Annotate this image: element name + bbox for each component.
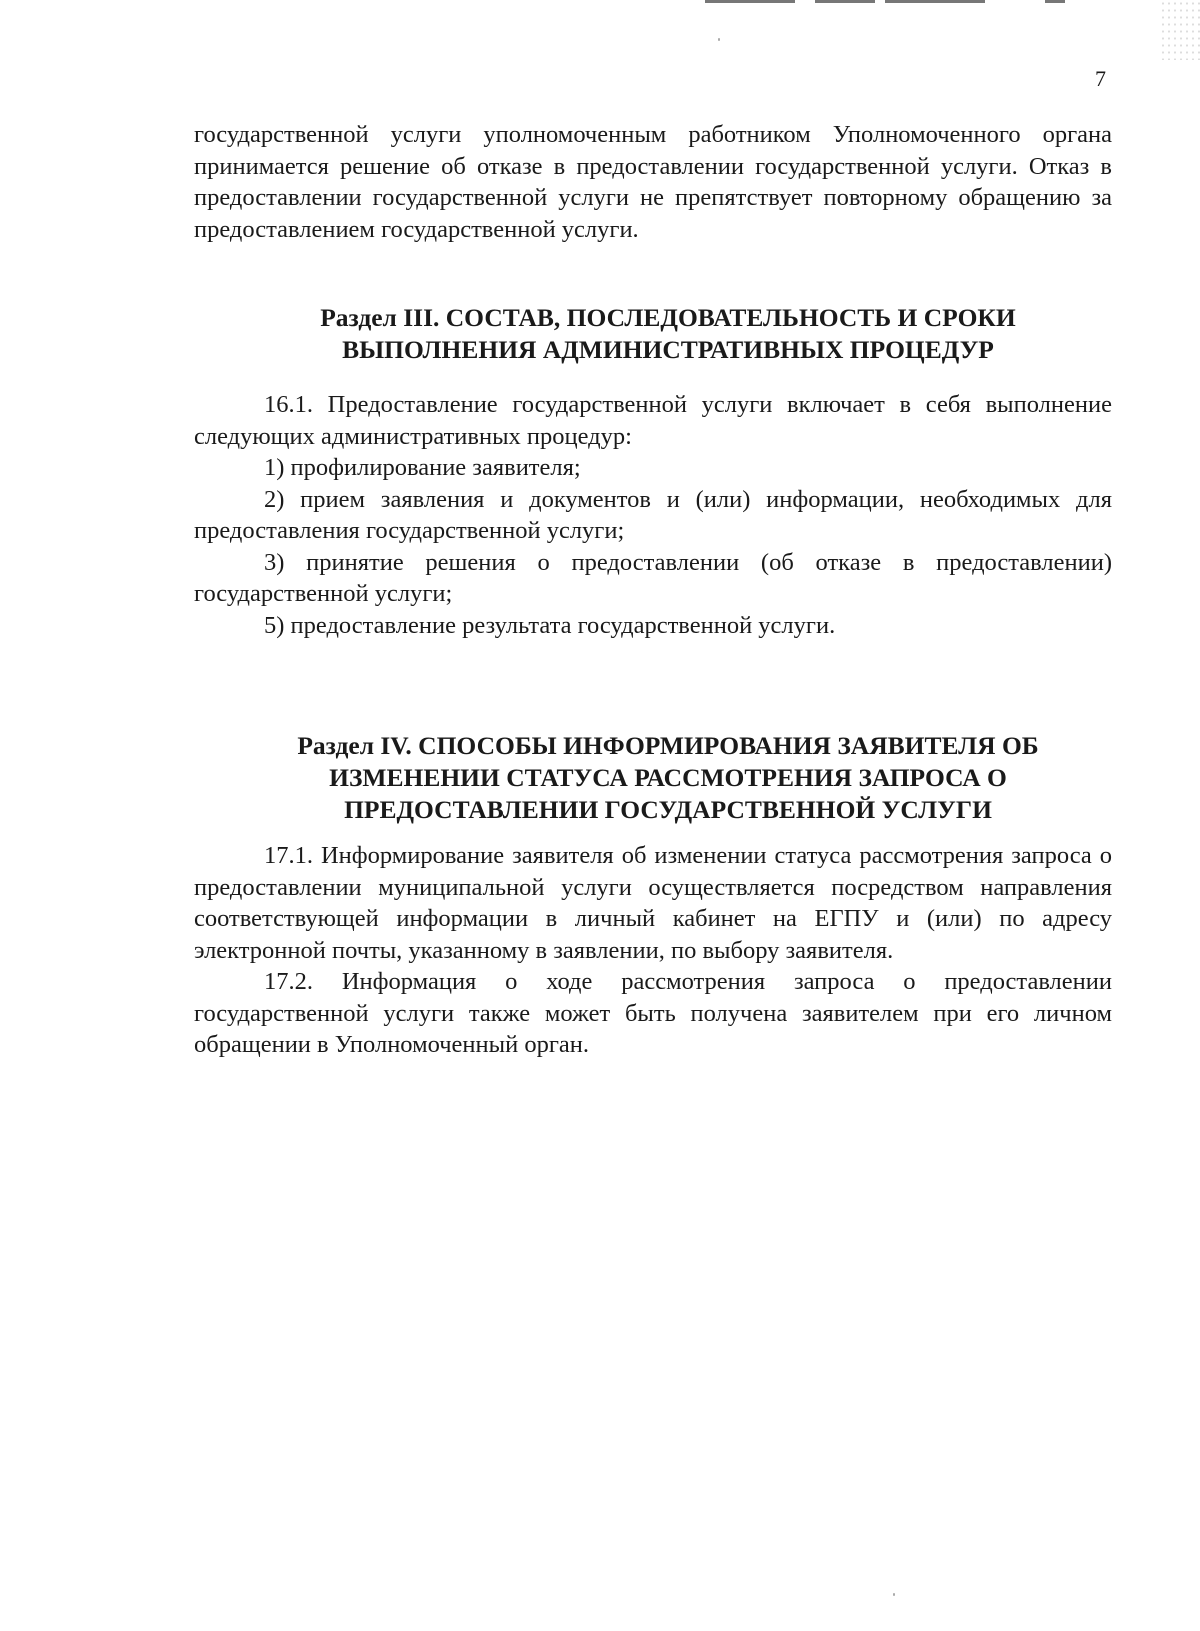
- scan-artifact-top: [815, 0, 875, 3]
- section-4-heading-line: Раздел IV. СПОСОБЫ ИНФОРМИРОВАНИЯ ЗАЯВИТЕЛЯ ОБ: [297, 731, 1039, 760]
- scan-artifact-top: [885, 0, 985, 3]
- scan-artifact-dots: [1160, 0, 1200, 60]
- section-3-heading-line: Раздел III. СОСТАВ, ПОСЛЕДОВАТЕЛЬНОСТЬ И СРОКИ: [320, 303, 1016, 332]
- scan-speck: [893, 1593, 895, 1596]
- scan-artifact-top: [705, 0, 795, 3]
- procedure-item: 5) предоставление результата государственной услуги.: [264, 611, 836, 639]
- paragraph-17-2: 17.2. Информация о ходе рассмотрения запроса о предоставлении государственной услуги также может быть получена заявителем при его личном обращении в Уполномоченный орган.: [194, 968, 1112, 1058]
- section-4-heading: [194, 730, 1112, 826]
- page-number: 7: [1095, 66, 1106, 91]
- section-4-heading-line: ПРЕДОСТАВЛЕНИИ ГОСУДАРСТВЕННОЙ УСЛУГИ: [344, 795, 992, 824]
- procedure-item: 2) прием заявления и документов и (или) информации, необходимых для предоставления государственной услуги;: [194, 485, 1112, 544]
- paragraph-16-1: 16.1. Предоставление государственной услуги включает в себя выполнение следующих административных процедур:: [194, 391, 1112, 450]
- scan-artifact-top: [1045, 0, 1065, 3]
- intro-paragraph: государственной услуги уполномоченным работником Уполномоченного органа принимается решение об отказе в предоставлении государственной услуги. Отказ в предоставлении государственной услуги не препятствует повторному обращению за предоставлением государственной услуги.: [194, 121, 1112, 243]
- section-3-heading: [194, 302, 1112, 366]
- scan-speck: [718, 38, 720, 41]
- procedure-item: 1) профилирование заявителя;: [264, 454, 581, 481]
- paragraph-17-1: 17.1. Информирование заявителя об изменении статуса рассмотрения запроса о предоставлении муниципальной услуги осуществляется посредством направления соответствующей информации в личный кабинет на ЕГПУ и (или) по адресу электронной почты, указанному в заявлении, по выбору заявителя.: [194, 842, 1112, 964]
- document-body: [194, 119, 1112, 1061]
- section-4-heading-line: ИЗМЕНЕНИИ СТАТУСА РАССМОТРЕНИЯ ЗАПРОСА О: [329, 763, 1007, 792]
- section-3-heading-line: ВЫПОЛНЕНИЯ АДМИНИСТРАТИВНЫХ ПРОЦЕДУР: [342, 335, 994, 364]
- procedure-item: 3) принятие решения о предоставлении (об отказе в предоставлении) государственной услуги;: [194, 548, 1112, 607]
